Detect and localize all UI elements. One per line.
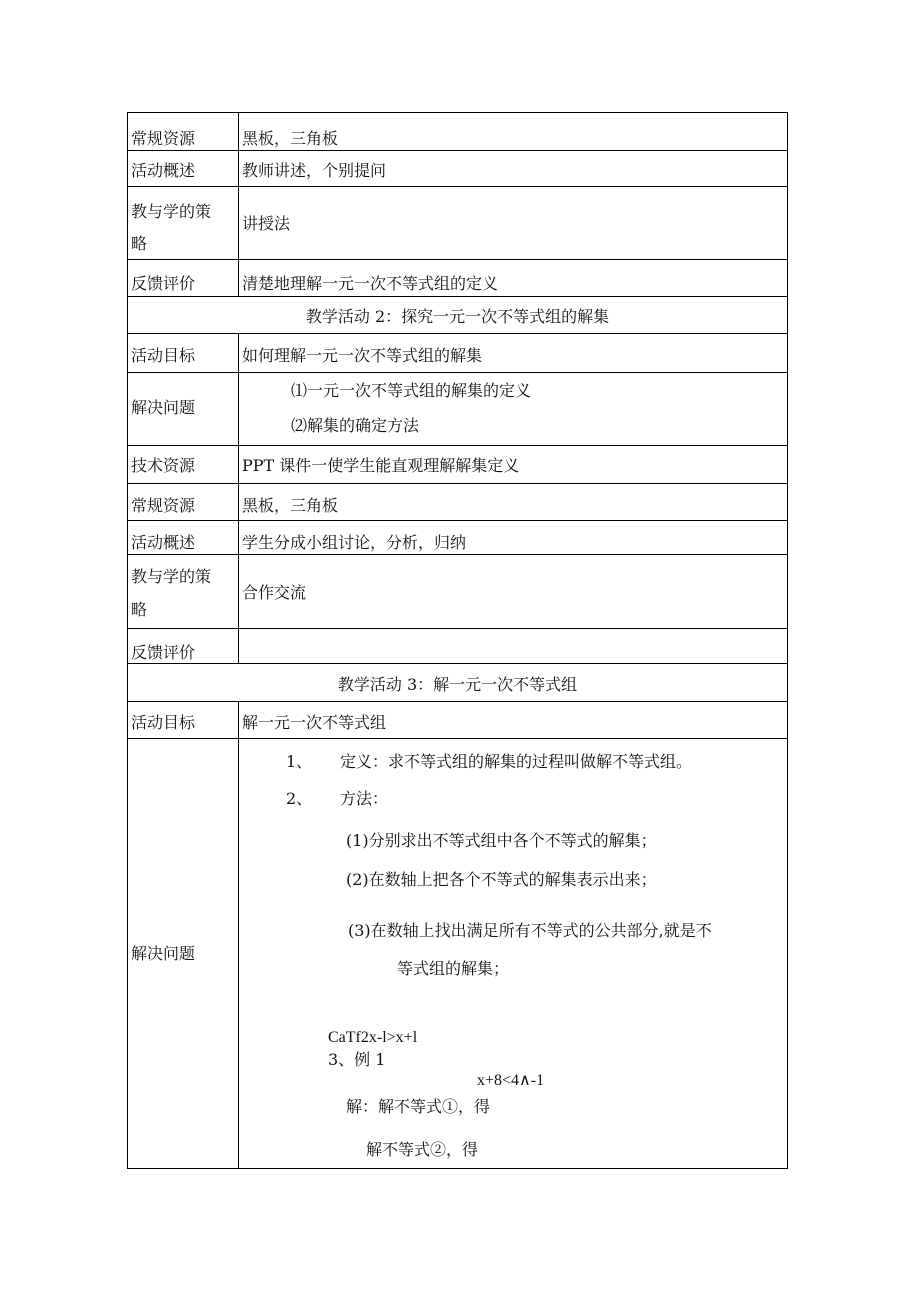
row-label: 解决问题 [131, 398, 196, 417]
row-content: 如何理解一元一次不等式组的解集 [242, 346, 483, 365]
row-label-cell [128, 373, 239, 445]
row-label: 常规资源 [131, 496, 196, 515]
table-row [128, 555, 787, 629]
row-label-line1: 教与学的策 [131, 567, 212, 586]
row-content: 讲授法 [242, 214, 291, 233]
method-step: (2)在数轴上把各个不等式的解集表示出来； [346, 870, 657, 889]
row-label-cell [128, 260, 239, 296]
table-row [128, 113, 787, 151]
row-label-cell [128, 739, 239, 1168]
method-step: (1)分别求出不等式组中各个不等式的解集； [346, 831, 657, 850]
activity-header: 教学活动 2：探究一元一次不等式组的解集 [305, 307, 610, 326]
row-content: 清楚地理解一元一次不等式组的定义 [242, 274, 499, 293]
row-content: 学生分成小组讨论，分析，归纳 [242, 533, 467, 552]
row-label-line2: 略 [131, 600, 148, 619]
row-label-cell [128, 484, 239, 520]
row-label: 活动目标 [131, 346, 196, 365]
item-number: 1、 [286, 752, 313, 771]
table-row [128, 629, 787, 664]
table-row [128, 334, 787, 373]
row-label: 活动概述 [131, 161, 196, 180]
row-label: 反馈评价 [131, 643, 196, 662]
row-label-cell [128, 151, 239, 186]
row-content-line2: ⑵解集的确定方法 [291, 416, 420, 435]
row-label: 技术资源 [131, 456, 196, 475]
row-content: PPT 课件一使学生能直观理解解集定义 [242, 456, 520, 475]
row-label: 活动概述 [131, 533, 196, 552]
table-row [128, 151, 787, 187]
row-label: 常规资源 [131, 129, 196, 148]
method-text: 方法： [340, 789, 389, 808]
example-label: 3、例 1 [328, 1050, 386, 1069]
row-content: 黑板，三角板 [242, 129, 339, 148]
row-label-line2: 略 [131, 234, 148, 253]
solution-line: 解：解不等式①，得 [346, 1097, 491, 1116]
row-content: 解一元一次不等式组 [242, 713, 387, 732]
item-number: 2、 [286, 789, 313, 808]
row-label: 活动目标 [131, 713, 196, 732]
row-label-cell [128, 334, 239, 372]
activity-header-row [128, 297, 787, 334]
table-row [128, 702, 787, 739]
table-row [128, 446, 787, 484]
row-content: 黑板，三角板 [242, 496, 339, 515]
activity-header: 教学活动 3：解一元一次不等式组 [337, 675, 578, 694]
row-content: 合作交流 [242, 583, 307, 602]
table-row [128, 373, 787, 446]
row-label-cell [128, 702, 239, 738]
row-content: 教师讲述，个别提问 [242, 161, 387, 180]
method-step-continued: 等式组的解集； [397, 959, 510, 978]
table-row [128, 739, 787, 1168]
activity-header-row [128, 664, 787, 702]
method-step: (3)在数轴上找出满足所有不等式的公共部分,就是不 [348, 921, 712, 940]
table-row [128, 484, 787, 521]
lesson-plan-table [127, 112, 788, 1169]
table-row [128, 521, 787, 555]
table-row [128, 187, 787, 260]
row-label-cell [128, 629, 239, 663]
solution-line: 解不等式②，得 [366, 1140, 479, 1159]
row-label: 反馈评价 [131, 274, 196, 293]
row-label-cell [128, 555, 239, 628]
row-label: 解决问题 [131, 944, 196, 963]
row-label-cell [128, 521, 239, 554]
row-label-cell [128, 446, 239, 483]
row-label-line1: 教与学的策 [131, 202, 212, 221]
row-content-line1: ⑴一元一次不等式组的解集的定义 [291, 381, 532, 400]
table-row [128, 260, 787, 297]
row-label-cell [128, 187, 239, 259]
example-formula: CaTf2x-l>x+l [328, 1029, 418, 1046]
definition-text: 定义：求不等式组的解集的过程叫做解不等式组。 [340, 752, 693, 771]
example-formula: x+8<4∧-1 [477, 1072, 545, 1089]
row-label-cell [128, 113, 239, 150]
